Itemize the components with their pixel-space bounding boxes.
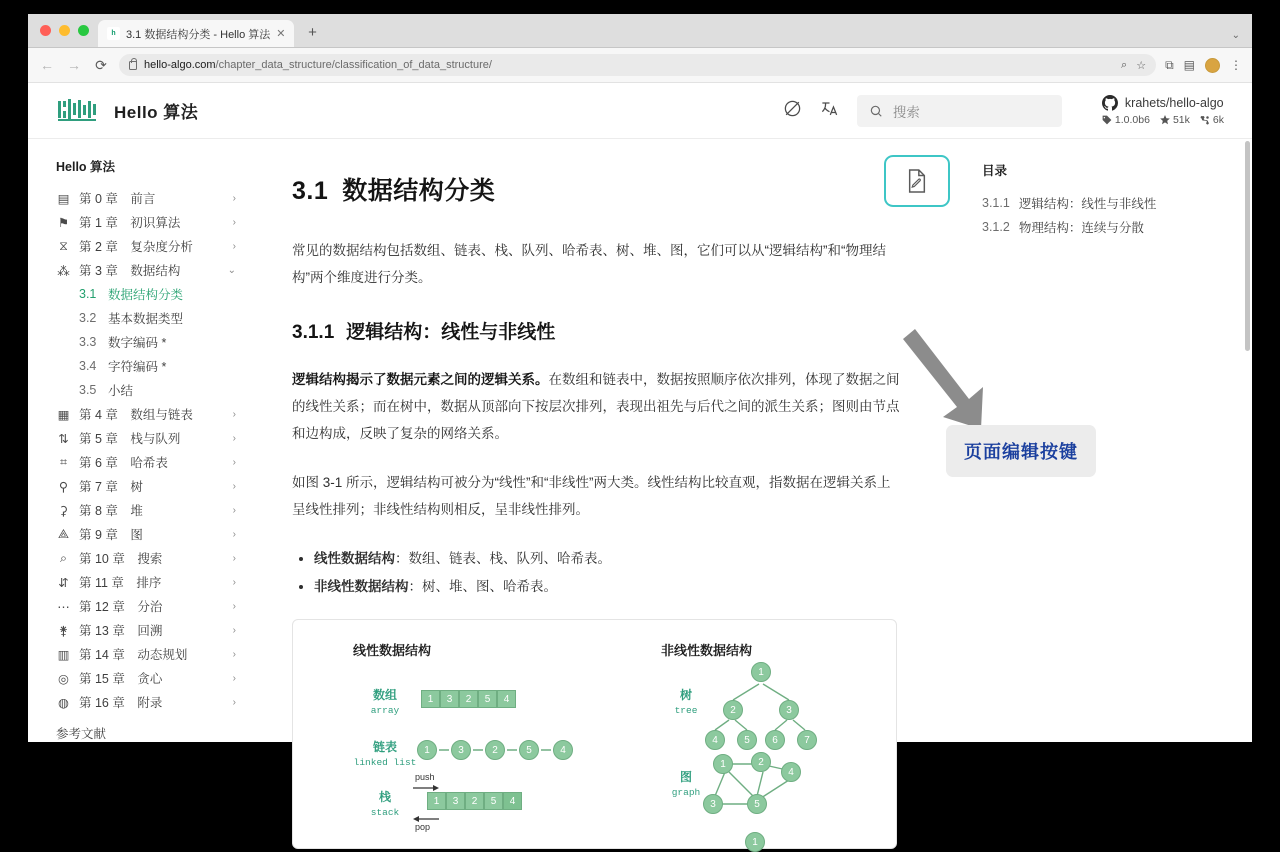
graph-node: 1 [713, 754, 733, 774]
chevron-down-icon[interactable]: ⌄ [227, 264, 236, 276]
sidebar-item-references[interactable]: 参考文献 [56, 727, 107, 741]
maximize-window-button[interactable] [78, 25, 89, 36]
sidebar-subitem-label: 基本数据类型 [108, 312, 184, 326]
sidebar-subitem-number: 3.4 [79, 359, 97, 373]
sidebar-subitem-3-2[interactable] [56, 306, 250, 330]
list-item [314, 545, 962, 573]
chevron-right-icon[interactable]: › [232, 240, 236, 252]
forward-button[interactable]: → [67, 57, 81, 73]
browser-tab[interactable] [98, 20, 294, 47]
book-icon: ▤ [57, 191, 70, 206]
browser-titlebar [28, 14, 1252, 48]
chevron-right-icon[interactable]: › [232, 624, 236, 636]
sidebar-title: Hello 算法 [56, 160, 116, 174]
list-item [314, 573, 962, 601]
chevron-right-icon[interactable]: › [232, 552, 236, 564]
figure-label-linkedlist [345, 740, 425, 770]
section-heading-number: 3.1.1 [292, 322, 335, 343]
sidebar-item-label: 第 1 章 初识算法 [79, 216, 181, 230]
graph-node: 4 [781, 762, 801, 782]
url-host: hello-algo.com [144, 59, 216, 71]
sidebar-item-chapter-14[interactable] [56, 642, 250, 666]
search-icon: ⌕ [59, 550, 67, 565]
sidebar-item-label: 第 16 章 附录 [79, 696, 163, 710]
chevron-right-icon[interactable]: › [232, 696, 236, 708]
theme-toggle-icon[interactable] [783, 99, 802, 123]
sidebar-subitem-3-1[interactable] [56, 282, 250, 306]
figure-label-array [355, 688, 415, 718]
page-scrollbar[interactable] [1244, 139, 1252, 798]
sidebar-item-chapter-16[interactable] [56, 690, 250, 714]
url-text [144, 59, 492, 71]
stack-push-arrow-icon [413, 784, 439, 792]
repo-version [1102, 114, 1150, 126]
repo-forks [1200, 114, 1224, 126]
figure-label-linkedlist-en: linked list [353, 757, 417, 768]
chevron-down-icon[interactable]: ⌄ [1231, 30, 1240, 41]
language-icon[interactable] [820, 99, 839, 123]
bookmark-icon[interactable]: ☆ [1136, 59, 1147, 72]
figure-label-graph-cn: 图 [679, 770, 692, 784]
greedy-icon: ◎ [58, 671, 69, 686]
window-controls[interactable] [40, 25, 89, 36]
figure-extra-node: 1 [745, 832, 765, 852]
site-title[interactable]: Hello 算法 [114, 103, 199, 122]
sidebar-subitem-number: 3.2 [79, 311, 97, 325]
figure-heading-linear: 线性数据结构 [353, 643, 432, 658]
article [250, 139, 962, 848]
address-bar[interactable] [119, 54, 1156, 76]
sort-icon: ⇵ [58, 575, 69, 590]
reload-button[interactable]: ⟳ [95, 56, 107, 73]
paragraph-logical [292, 366, 902, 447]
sidebar-subitem-label: 数字编码 * [108, 336, 167, 350]
sidebar-subitem-number: 3.1 [79, 287, 97, 301]
sidebar-item-label: 第 5 章 栈与队列 [79, 432, 181, 446]
list-node: 1 [417, 740, 437, 760]
figure-data-structures [292, 619, 897, 849]
sidebar-subitem-3-4[interactable] [56, 354, 250, 378]
figure-label-tree-cn: 树 [679, 688, 692, 702]
repo-stats [1102, 114, 1224, 126]
browser-window [28, 14, 1252, 848]
figure-stack-cells [427, 792, 522, 810]
sidebar-nav [28, 139, 250, 742]
paragraph-intro: 常见的数据结构包括数组、链表、栈、队列、哈希表、树、堆、图，它们可以从“逻辑结构”和“物理结构”两个维度进行分类。 [292, 243, 886, 285]
github-icon [1102, 95, 1118, 111]
chevron-right-icon[interactable]: › [232, 648, 236, 660]
array-cell: 3 [440, 690, 459, 708]
stack-cell: 1 [427, 792, 446, 810]
sidebar-item-chapter-9[interactable] [56, 522, 250, 546]
edit-document-icon [906, 168, 928, 194]
tree-node: 2 [723, 700, 743, 720]
repo-forks-text: 6k [1212, 114, 1224, 126]
page-edit-button[interactable] [884, 155, 950, 207]
avatar[interactable] [1205, 58, 1220, 73]
section-heading-text: 逻辑结构：线性与非线性 [346, 322, 556, 343]
graph-node: 5 [747, 794, 767, 814]
fork-icon [1200, 115, 1210, 125]
site-header [28, 83, 1252, 139]
bullet-desc: ：数组、链表、栈、队列、哈希表。 [395, 551, 611, 566]
sidebar-item-label: 第 9 章 图 [79, 528, 143, 542]
sidebar-item-label: 第 8 章 堆 [79, 504, 143, 518]
backtrack-icon: ⚵ [58, 623, 69, 638]
clock-icon: ⧖ [59, 238, 68, 253]
list-node: 2 [485, 740, 505, 760]
toc-item-label: 逻辑结构：线性与非线性 [1018, 197, 1157, 211]
tab-close-icon[interactable]: ✕ [276, 28, 286, 40]
sidebar-subitem-number: 3.5 [79, 383, 97, 397]
stack-push-label: push [415, 772, 435, 782]
sidebar-item-chapter-6[interactable] [56, 450, 250, 474]
toc-item-3-1-2[interactable] [982, 215, 1232, 239]
hash-icon: ⌗ [59, 454, 68, 469]
sidebar-subitem-3-3[interactable] [56, 330, 250, 354]
paragraph-logical-rest: 在数组和链表中，数据按照顺序依次排列，体现了数据之间的线性关系；而在树中，数据从顶部向下按层次排列，表现出祖先与后代之间的派生关系；图则由节点和边构成，反映了复杂的网络关系。 [292, 372, 900, 441]
figure-label-stack-cn: 栈 [378, 790, 391, 804]
figure-label-array-cn: 数组 [372, 688, 397, 702]
sidebar-item-label: 第 10 章 搜索 [79, 552, 163, 566]
annotation-callout: 页面编辑按键 [946, 425, 1096, 477]
repo-version-text: 1.0.0b6 [1114, 114, 1150, 126]
figure-label-tree-en: tree [674, 705, 698, 716]
stack-cell: 3 [446, 792, 465, 810]
stack-cell: 5 [484, 792, 503, 810]
list-node: 4 [553, 740, 573, 760]
chevron-right-icon[interactable]: › [232, 576, 236, 588]
sidebar-item-chapter-4[interactable] [56, 402, 250, 426]
tag-icon [1102, 115, 1112, 125]
stack-cell-top: 4 [503, 792, 522, 810]
sidebar-item-label: 第 6 章 哈希表 [79, 456, 168, 470]
search-icon [869, 104, 883, 118]
figure-tree-nodes [701, 662, 821, 746]
repo-stars-text: 51k [1172, 114, 1190, 126]
list-icon: ▦ [57, 407, 70, 422]
sidebar-item-label: 第 3 章 数据结构 [79, 264, 181, 278]
tab-favicon: h [107, 27, 120, 40]
chevron-right-icon[interactable]: › [232, 216, 236, 228]
structure-bullet-list [292, 545, 962, 601]
chevron-right-icon[interactable]: › [232, 528, 236, 540]
chevron-right-icon[interactable]: › [232, 480, 236, 492]
sidebar-item-label: 第 15 章 贪心 [79, 672, 163, 686]
chevron-right-icon[interactable]: › [232, 672, 236, 684]
tree-node: 6 [765, 730, 785, 750]
stack-pop-label: pop [415, 822, 431, 832]
sidebar-subitem-label: 字符编码 * [108, 360, 167, 374]
sidebar-item-chapter-10[interactable] [56, 546, 250, 570]
tree-node: 5 [737, 730, 757, 750]
figure-graph-nodes [701, 750, 821, 820]
sidebar-item-chapter-2[interactable] [56, 234, 250, 258]
extensions-icon[interactable]: ⧉ [1165, 57, 1174, 72]
toc-title: 目录 [982, 164, 1008, 178]
list-node: 3 [451, 740, 471, 760]
chevron-right-icon[interactable]: › [232, 600, 236, 612]
section-heading-3-1-1 [292, 317, 962, 344]
tree-icon: ⚲ [58, 479, 69, 494]
figure-linkedlist-nodes [417, 738, 577, 762]
toc-item-3-1-1[interactable] [982, 191, 1232, 215]
page-content [28, 139, 1252, 848]
repo-info[interactable] [1102, 95, 1224, 126]
divide-icon: ⋯ [57, 599, 70, 614]
chevron-right-icon[interactable]: › [232, 504, 236, 516]
heap-icon: ⚳ [58, 503, 69, 518]
sidebar-subitem-3-5[interactable] [56, 378, 250, 402]
sidebar-item-label: 第 11 章 排序 [79, 576, 162, 590]
graph-node: 2 [751, 752, 771, 772]
sidebar-subitem-label: 小结 [108, 384, 134, 398]
bullet-term: 非线性数据结构 [314, 579, 409, 594]
repo-stars [1160, 114, 1190, 126]
search-input[interactable] [857, 95, 1062, 127]
repo-name: krahets/hello-algo [1124, 96, 1224, 110]
sidebar-item-label: 第 4 章 数组与链表 [79, 408, 193, 422]
dp-icon: ▥ [57, 647, 70, 662]
tree-node: 1 [751, 662, 771, 682]
tree-node: 4 [705, 730, 725, 750]
figure-label-stack [355, 790, 415, 820]
site-logo-icon[interactable] [56, 97, 100, 125]
figure-array-cells [421, 690, 516, 708]
array-cell: 4 [497, 690, 516, 708]
sidebar-item-label: 第 13 章 回溯 [79, 624, 163, 638]
paragraph-logical-lead: 逻辑结构揭示了数据元素之间的逻辑关系。 [292, 372, 549, 387]
chevron-right-icon[interactable]: › [232, 456, 236, 468]
sidebar-item-chapter-13[interactable] [56, 618, 250, 642]
sidebar-item-chapter-0[interactable] [56, 186, 250, 210]
list-node: 5 [519, 740, 539, 760]
zoom-icon[interactable]: ⌕ [1121, 58, 1128, 71]
star-icon [1160, 115, 1170, 125]
array-cell: 1 [421, 690, 440, 708]
sidebar-item-chapter-11[interactable] [56, 570, 250, 594]
sidebar-subitem-number: 3.3 [79, 335, 97, 349]
search-placeholder: 搜索 [892, 104, 920, 120]
page-title [292, 171, 962, 207]
graph-node: 3 [703, 794, 723, 814]
figure-label-linkedlist-cn: 链表 [372, 740, 397, 754]
split-view-icon[interactable]: ▤ [1183, 58, 1195, 72]
sidebar-item-chapter-8[interactable] [56, 498, 250, 522]
sidebar-item-label: 第 14 章 动态规划 [79, 648, 188, 662]
structure-icon: ⁂ [57, 263, 70, 278]
toolbar-right [1165, 58, 1242, 73]
tab-strip [98, 14, 322, 47]
sidebar-item-chapter-7[interactable] [56, 474, 250, 498]
bullet-term: 线性数据结构 [314, 551, 395, 566]
flag-icon: ⚑ [57, 215, 70, 230]
toc-item-number: 3.1.1 [982, 196, 1010, 210]
stack-icon: ⇅ [58, 431, 69, 446]
paragraph-figure-ref: 如图 3-1 所示，逻辑结构可被分为“线性”和“非线性”两大类。线性结构比较直观，指数据在逻辑关系上呈线性排列；非线性结构则相反，呈非线性排列。 [292, 475, 891, 517]
back-button[interactable]: ← [40, 57, 54, 73]
sidebar-item-label: 第 7 章 树 [79, 480, 143, 494]
url-path: /chapter_data_structure/classification_of_data_structure/ [215, 59, 492, 71]
toc-item-number: 3.1.2 [982, 220, 1010, 234]
figure-label-stack-en: stack [370, 807, 400, 818]
page-title-number: 3.1 [292, 177, 329, 205]
array-cell: 5 [478, 690, 497, 708]
figure-label-graph-en: graph [671, 787, 701, 798]
repo-name-row[interactable] [1102, 95, 1224, 111]
chevron-right-icon[interactable]: › [232, 408, 236, 420]
tree-node: 3 [779, 700, 799, 720]
menu-icon[interactable]: ⋮ [1230, 58, 1242, 72]
omnibox-icons [1121, 59, 1146, 72]
sidebar-item-label: 第 12 章 分治 [79, 600, 163, 614]
new-tab-button[interactable]: + [308, 24, 317, 41]
sidebar-item-label: 第 0 章 前言 [79, 192, 156, 206]
scrollbar-thumb[interactable] [1245, 141, 1250, 351]
sidebar-item-chapter-3[interactable] [56, 258, 250, 282]
toc-item-label: 物理结构：连续与分散 [1018, 221, 1144, 235]
sidebar-item-chapter-15[interactable] [56, 666, 250, 690]
sidebar-item-chapter-1[interactable] [56, 210, 250, 234]
sidebar-item-chapter-5[interactable] [56, 426, 250, 450]
page-title-text: 数据结构分类 [342, 177, 496, 205]
minimize-window-button[interactable] [59, 25, 70, 36]
lock-icon [129, 61, 137, 70]
sidebar-item-label: 第 2 章 复杂度分析 [79, 240, 193, 254]
bullet-desc: ：树、堆、图、哈希表。 [408, 579, 557, 594]
chevron-right-icon[interactable]: › [232, 192, 236, 204]
sidebar-subitem-label: 数据结构分类 [108, 288, 184, 302]
stack-cell: 2 [465, 792, 484, 810]
chevron-right-icon[interactable]: › [232, 432, 236, 444]
header-icons [783, 95, 1224, 127]
array-cell: 2 [459, 690, 478, 708]
close-window-button[interactable] [40, 25, 51, 36]
tree-node: 7 [797, 730, 817, 750]
page-viewport [28, 83, 1252, 848]
sidebar-item-chapter-12[interactable] [56, 594, 250, 618]
figure-label-array-en: array [370, 705, 400, 716]
graph-icon: ⟁ [57, 526, 70, 541]
appendix-icon: ◍ [58, 695, 69, 710]
browser-toolbar [28, 48, 1252, 83]
figure-heading-nonlinear: 非线性数据结构 [661, 643, 753, 658]
tab-title: 3.1 数据结构分类 - Hello 算法 [126, 28, 271, 41]
